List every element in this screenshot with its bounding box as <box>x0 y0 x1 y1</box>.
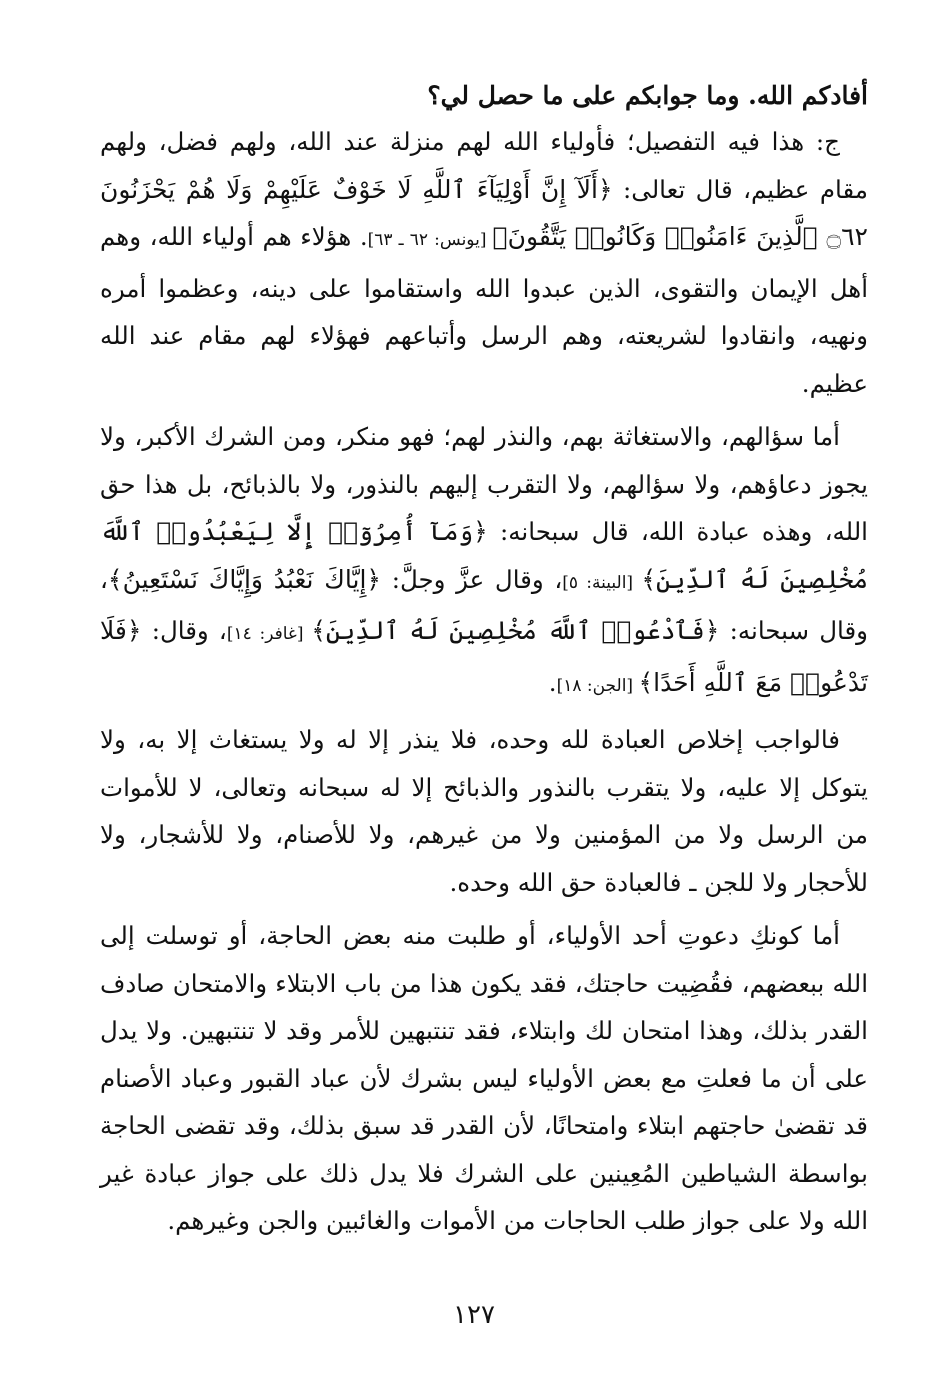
page-body <box>100 74 868 1251</box>
verse-reference-yunus: [يونس: ٦٢ ـ ٦٣] <box>367 230 493 250</box>
p2-text-e: . <box>548 667 557 697</box>
p1-text-b: . هؤلاء هم أولياء الله، وهم أهل الإيمان والتقوى، الذين عبدوا الله واستقاموا على دينه، وعظموا أمره ونهيه، وانقادوا لشريعته، وهم الرسل وأتباعهم فهؤلاء لهم مقام عند الله عظيم. <box>100 222 868 398</box>
answer-paragraph-3: فالواجب إخلاص العبادة لله وحده، فلا ينذر إلا له ولا يستغاث إلا به، ولا يتوكل إلا عليه، ولا يتقرب بالنذور والذبائح إلا له سبحانه وتعالى، لا للأموات من الرسل ولا من المؤمنين ولا من غيرهم، ولا للأصنام، ولا للأشجار، ولا للأحجار ولا للجن ـ فالعبادة حق الله وحده. <box>100 725 868 897</box>
quran-verse-bayyinah: ﴿وَمَآ أُمِرُوٓا۟ إِلَّا لِيَعْبُدُوا۟ ٱللَّهَ مُخْلِصِينَ لَهُ ٱلدِّينَ﴾ <box>100 517 868 594</box>
answer-paragraph-2 <box>100 413 868 710</box>
verse-reference-ghafir: [غافر: ١٤] <box>226 624 312 644</box>
quran-verse-jinn: ﴿فَلَا تَدْعُوا۟ مَعَ ٱللَّهِ أَحَدًا﴾ <box>100 616 868 697</box>
p2-text-b: ، وقال عزَّ وجلَّ: <box>381 564 563 594</box>
quran-verse-fatiha: ﴿إِيَّاكَ نَعْبُدُ وَإِيَّاكَ نَسْتَعِينُ﴾ <box>107 564 382 594</box>
quran-verse-ghafir: ﴿فَٱدْعُوا۟ ٱللَّهَ مُخْلِصِينَ لَهُ ٱلدِّينَ﴾ <box>311 616 720 645</box>
p2-text-c: ، وقال سبحانه: <box>100 564 868 645</box>
verse-reference-jinn: [الجن: ١٨] <box>556 675 639 696</box>
question-heading: أفادكم الله. وما جوابكم على ما حصل لي؟ <box>427 81 868 110</box>
p2-text-d: ، وقال: <box>141 616 227 645</box>
answer-paragraph-1 <box>100 118 868 407</box>
p2-text-a: أما سؤالهم، والاستغاثة بهم، والنذر لهم؛ فهو منكر، ومن الشرك الأكبر، ولا يجوز دعاؤهم، ولا سؤالهم، ولا التقرب إليهم بالنذور، ولا بالذبائح، بل هذا حق الله، وهذه عبادة الله، قال سبحانه: <box>100 422 868 546</box>
answer-paragraph-4: أما كونكِ دعوتِ أحد الأولياء، أو طلبت منه بعض الحاجة، أو توسلت إلى الله ببعضهم، فقُضِيت حاجتك، فقد يكون هذا من باب الابتلاء والامتحان صادف القدر بذلك، وهذا امتحان لك وابتلاء، فقد تنتبهين للأمر وقد لا تنتبهين. ولا يدل على أن ما فعلتِ مع بعض الأولياء ليس بشرك لأن عباد القبور وعباد الأصنام قد تقضىٰ حاجتهم ابتلاء وامتحانًا، لأن القدر قد سبق بذلك، وقد تقضى الحاجة بواسطة الشياطين المُعِينين على الشرك فلا يدل ذلك على جواز عبادة غير الله ولا على جواز طلب الحاجات من الأموات والغائبين والجن وغيرهم. <box>100 921 868 1235</box>
page-number: ١٢٧ <box>453 1300 495 1330</box>
p1-text-a: ج: هذا فيه التفصيل؛ فأولياء الله لهم منزلة عند الله، ولهم فضل، ولهم مقام عظيم، قال تعالى: <box>100 127 868 204</box>
quran-verse-yunus: ﴿أَلَآ إِنَّ أَوْلِيَآءَ ٱللَّهِ لَا خَوْفٌ عَلَيْهِمْ وَلَا هُمْ يَحْزَنُونَ ۝٦٢ ٱلَّذِينَ ءَامَنُوا۟ وَكَانُوا۟ يَتَّقُونَ﴾ <box>100 174 868 251</box>
verse-reference-bayyinah: [البينة: ٥] <box>562 572 642 593</box>
